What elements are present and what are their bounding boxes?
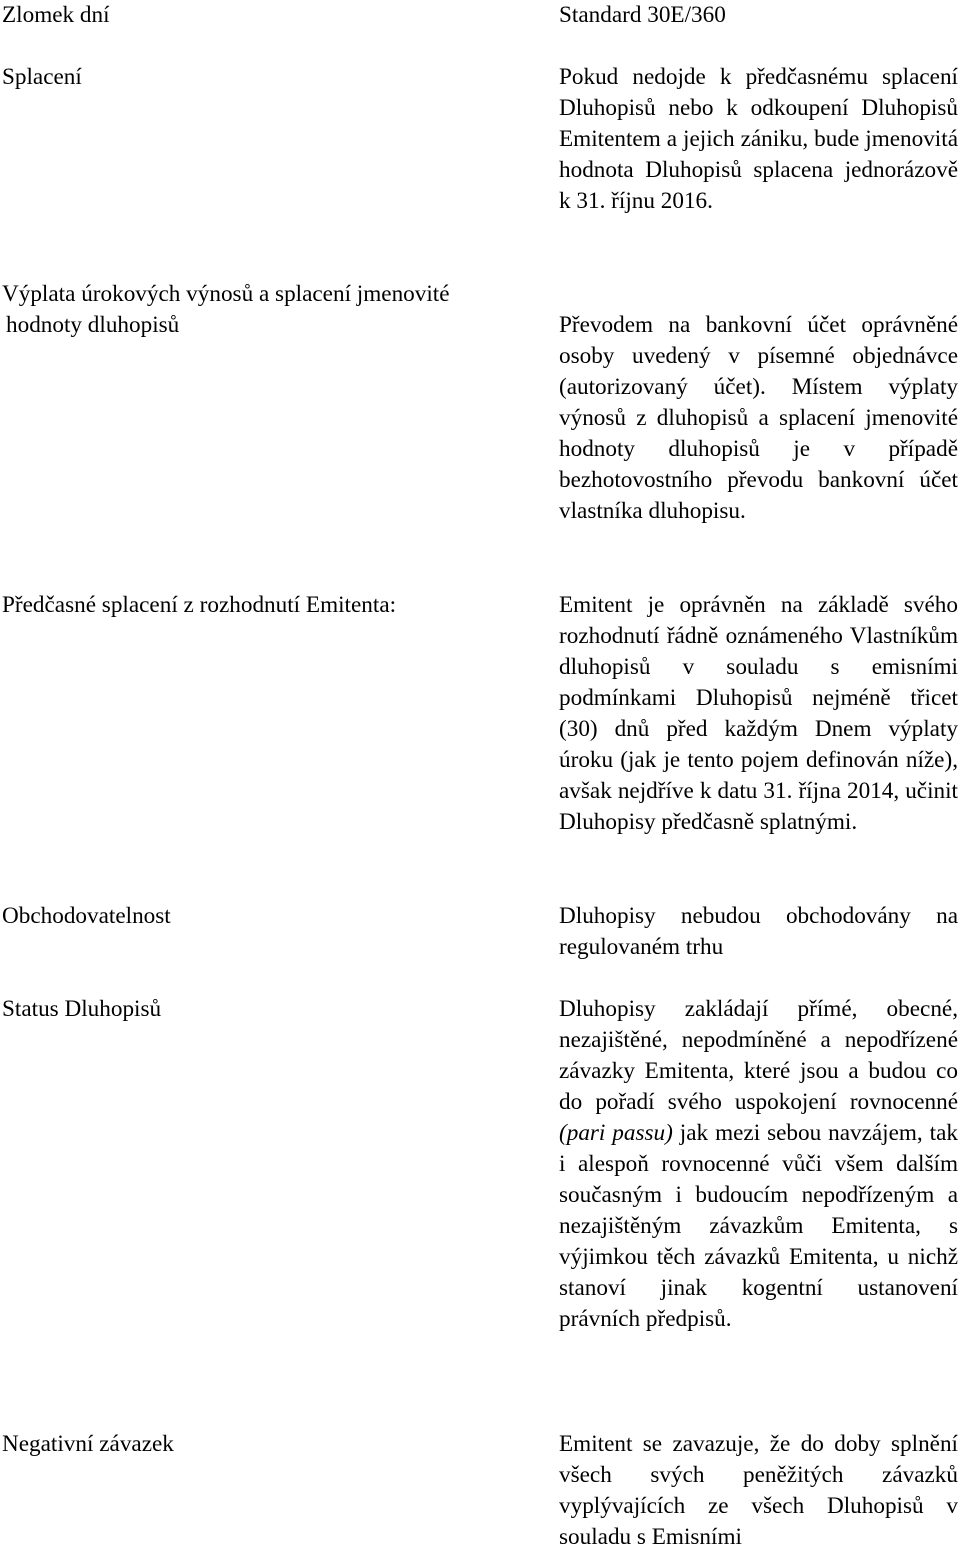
term-value-payment: Převodem na bankovní účet oprávněné osoby uvedený v písemné objednávce (autorizovaný účet). Místem výplaty výnosů z dluhopisů a splacení jmenovité hodnoty dluhopisů je v případě bezhotovostního převodu bankovní účet vlastníka dluhopisu.	[559, 312, 958, 524]
term-label-early-redemption: Předčasné splacení z rozhodnutí Emitenta:	[2, 592, 397, 618]
term-value-early-redemption: Emitent je oprávněn na základě svého rozhodnutí řádně oznámeného Vlastníkům dluhopisů v souladu s emisními podmínkami Dluhopisů nejméně třicet (30) dnů před každým Dnem výplaty úroku (jak je tento pojem definován níže), avšak nejdříve k datu 31. října 2014, učinit Dluhopisy předčasně splatnými.	[559, 592, 958, 835]
term-label-status: Status Dluhopisů	[2, 996, 162, 1022]
term-label-payment	[2, 279, 542, 341]
term-label-negative-pledge: Negativní závazek	[2, 1431, 174, 1457]
term-value-day-count: Standard 30E/360	[559, 2, 726, 28]
term-value-status	[559, 994, 958, 1335]
term-value-status-text-2: jak mezi sebou navzájem, tak i alespoň rovnocenné vůči všem dalším současným i budoucím nepodřízeným a nezajištěným závazkům Emitenta, s výjimkou těch závazků Emitenta, u nichž stanoví jinak kogentní ustanovení právních předpisů.	[559, 1120, 958, 1332]
term-label-payment-line2: hodnoty dluhopisů	[6, 312, 180, 338]
term-value-status-text-1: Dluhopisy zakládají přímé, obecné, nezajištěné, nepodmíněné a nepodřízené závazky Emitenta, které jsou a budou co do pořadí svého uspokojení rovnocenné	[559, 996, 958, 1115]
term-value-tradability: Dluhopisy nebudou obchodovány na regulovaném trhu	[559, 903, 958, 960]
term-label-redemption: Splacení	[2, 64, 82, 90]
term-value-negative-pledge: Emitent se zavazuje, že do doby splnění všech svých peněžitých závazků vyplývajících ze všech Dluhopisů v souladu s Emisními	[559, 1431, 958, 1550]
term-value-status-italic: (pari passu)	[559, 1120, 673, 1146]
term-value-redemption: Pokud nedojde k předčasnému splacení Dluhopisů nebo k odkoupení Dluhopisů Emitentem a jejich zániku, bude jmenovitá hodnota Dluhopisů splacena jednorázově k 31. říjnu 2016.	[559, 64, 958, 214]
term-label-payment-line1: Výplata úrokových výnosů a splacení jmenovité	[2, 281, 450, 307]
term-label-tradability: Obchodovatelnost	[2, 903, 171, 929]
term-label-day-count: Zlomek dní	[2, 2, 110, 28]
